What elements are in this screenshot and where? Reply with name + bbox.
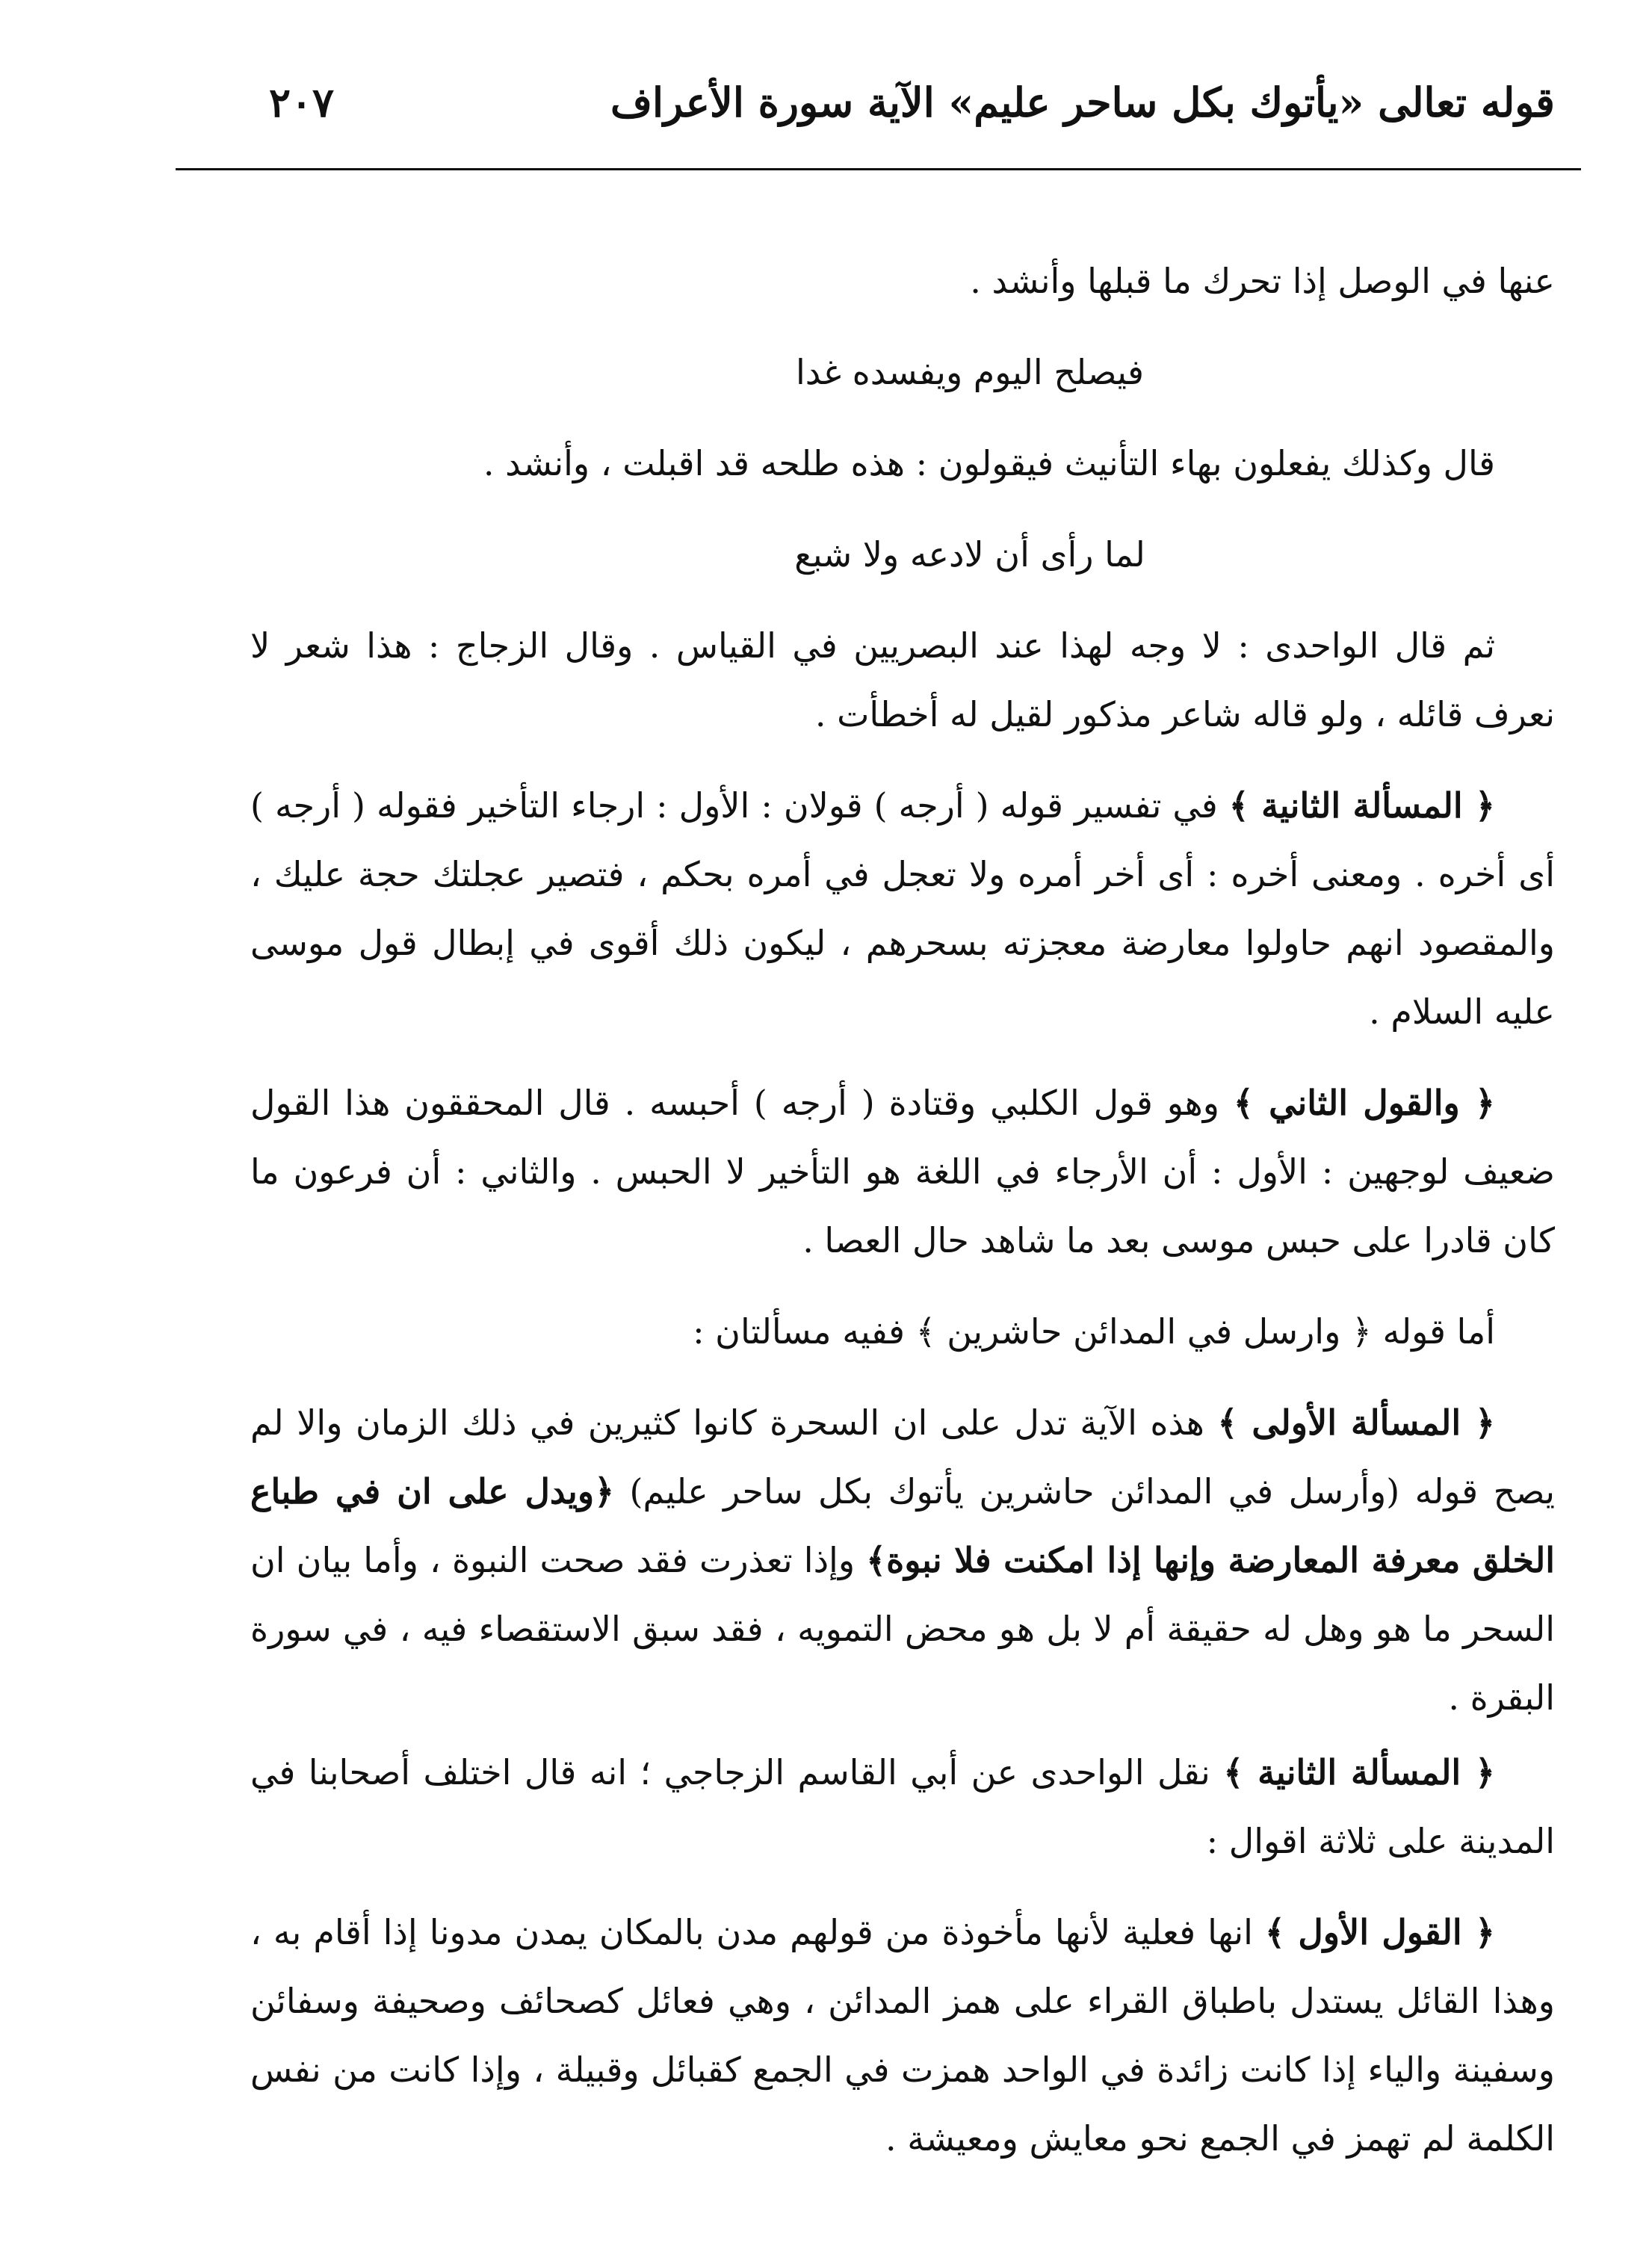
paragraph-3: ثم قال الواحدى : لا وجه لهذا عند البصريين في القياس . وقال الزجاج : هذا شعر لا نعرف قائله ، ولو قاله شاعر مذكور لقيل له أخطأت . [250,625,1555,734]
section-heading: ﴿ المسألة الثانية ﴾ [1223,1752,1495,1792]
section-heading: ﴿ القول الأول ﴾ [1264,1912,1496,1952]
paragraph-2: قال وكذلك يفعلون بهاء التأنيث فيقولون : هذه طلحه قد اقبلت ، وأنشد . [483,443,1495,483]
page-number: ٢٠٧ [269,78,335,126]
paragraph-text: انها فعلية لأنها مأخوذة من قولهم مدن بالمكان يمدن مدونا إذا أقام به ، وهذا القائل يستدل باطباق القراء على همز المدائن ، وهي فعائل كصحائف وصحيفة وسفائن وسفينة والياء إذا كانت زائدة في الواحد همزت في الجمع كقبائل وقبيلة ، وإذا كانت من نفس الكلمة لم تهمز في الجمع نحو معايش ومعيشة . [250,1912,1555,2159]
paragraph-text: في تفسير قوله ( أرجه ) قولان : الأول : ارجاء التأخير فقوله ( أرجه ) أى أخره . ومعنى أخره : أى أخر أمره ولا تعجل في أمره بحكم ، فتصير عجلتك حجة عليك ، والمقصود انهم حاولوا معارضة معجزته بسحرهم ، ليكون ذلك أقوى في إبطال قول موسى عليه السلام . [250,785,1555,1032]
section-heading: ﴿ والقول الثاني ﴾ [1233,1083,1495,1123]
paragraph-8 [250,1738,1555,1875]
verse-line-1: فيصلح اليوم ويفسده غدا [795,352,1145,392]
paragraph-4 [250,771,1555,1046]
header-rule [176,168,1581,170]
section-heading: ﴿ المسألة الأولى ﴾ [1217,1402,1496,1443]
paragraph-text: نقل الواحدى عن أبي القاسم الزجاجي ؛ انه قال اختلف أصحابنا في المدينة على ثلاثة اقوال : [250,1752,1555,1861]
paragraph-text: وإذا تعذرت فقد صحت النبوة ، وأما بيان ان السحر ما هو وهل له حقيقة أم لا بل هو محض التمويه ، فقد سبق الاستقصاء فيه ، في سورة البقرة . [250,1540,1555,1718]
paragraph-6: أما قوله ﴿ وارسل في المدائن حاشرين ﴾ ففيه مسألتان : [693,1311,1495,1352]
emphasized-text: ﴿ويدل على ان في طباع الخلق معرفة المعارضة وإنها إذا امكنت فلا نبوة﴾ [250,1471,1555,1580]
page-header [224,71,1555,153]
paragraph-text: وهو قول الكلبي وقتادة ( أرجه ) أحبسه . قال المحققون هذا القول ضعيف لوجهين : الأول : أن الأرجاء في اللغة هو التأخير لا الحبس . والثاني : أن فرعون ما كان قادرا على حبس موسى بعد ما شاهد حال العصا . [250,1083,1555,1260]
section-heading: ﴿ المسألة الثانية ﴾ [1228,785,1496,826]
verse-line-2: لما رأى أن لادعه ولا شبع [794,534,1145,575]
paragraph-1: عنها في الوصل إذا تحرك ما قبلها وأنشد . [970,261,1555,301]
body-text [250,247,1555,2195]
paragraph-5 [250,1068,1555,1275]
running-head: قوله تعالى «يأتوك بكل ساحر عليم» الآية سورة الأعراف [610,78,1555,126]
paragraph-text: هذه الآية تدل على ان السحرة كانوا كثيرين في ذلك الزمان والا لم يصح قوله (وأرسل في المدائن حاشرين يأتوك بكل ساحر عليم) [250,1402,1555,1512]
paragraph-7 [250,1388,1555,1732]
paragraph-9 [250,1898,1555,2173]
